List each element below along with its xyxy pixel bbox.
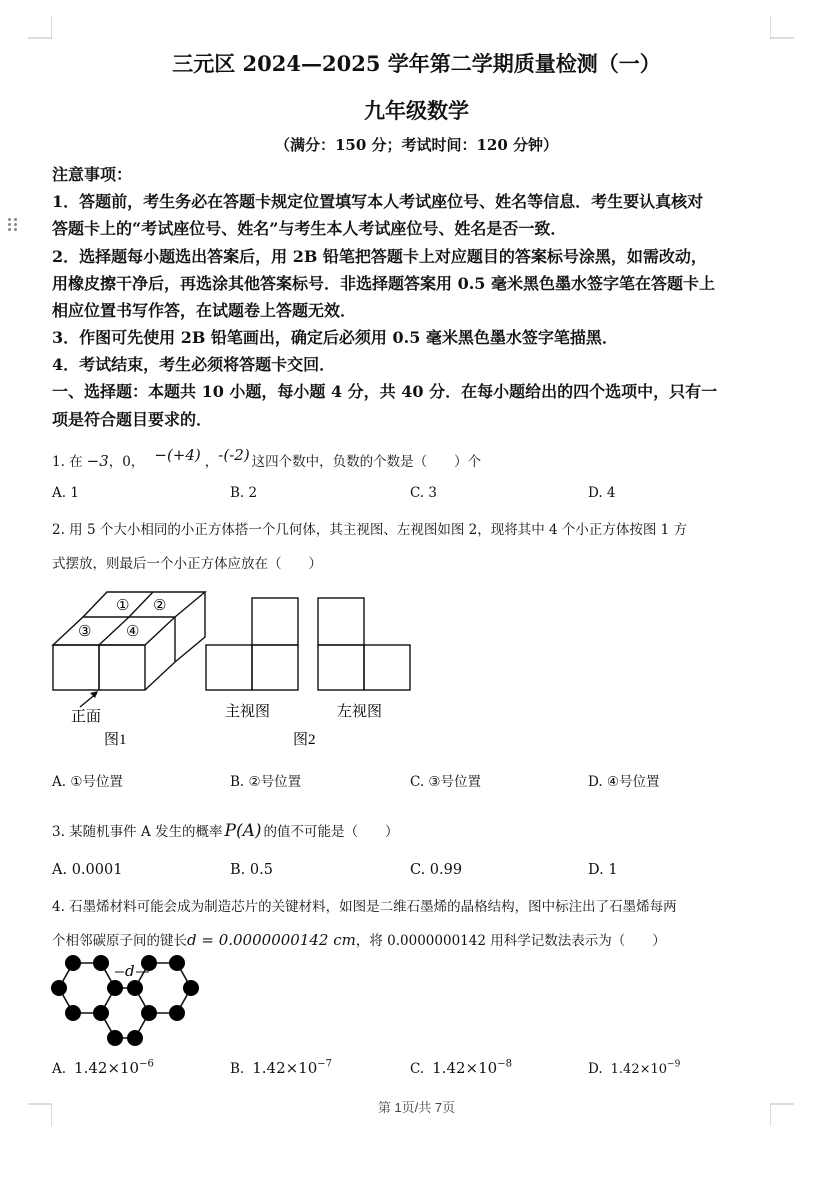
graphene-lattice-figure — [45, 950, 215, 1050]
q3-option-a: A. 0.0001 — [52, 862, 123, 878]
q4-option-c: C. $1.42\times 10^{-8}$ — [410, 1058, 512, 1077]
q4-option-d: D. $1.42\times 10^{-9}$ — [588, 1059, 681, 1077]
carbon-atom — [183, 980, 199, 996]
cube-label-2: ② — [153, 596, 167, 614]
q3-option-c: C. 0.99 — [410, 862, 463, 878]
front-label: 正面 — [71, 709, 102, 725]
carbon-atom — [93, 955, 109, 971]
q2-option-a: A. ①号位置 — [52, 774, 123, 790]
fig2-label: 图2 — [293, 732, 316, 748]
notice-line: 相应位置书写作答，在试题卷上答题无效． — [52, 301, 357, 320]
exam-subject: 九年级数学 — [364, 98, 469, 123]
q2-figure — [40, 585, 420, 750]
carbon-atom — [93, 1005, 109, 1021]
question-2-line: 2. 用 5 个大小相同的小正方体搭一个几何体，其主视图、左视图如图 2，现将其中 4 个小正方体按图 1 方 — [52, 522, 688, 538]
carbon-atom — [141, 1005, 157, 1021]
notice-heading: 注意事项： — [52, 165, 133, 184]
left-view-label: 左视图 — [337, 704, 383, 720]
notice-line: 用橡皮擦干净后，再选涂其他答案标号．非选择题答案用 0.5 毫米黑色墨水签字笔在答题卡上 — [52, 274, 715, 293]
question-3: 3. 某随机事件 A 发生的概率 P(A) 的值不可能是（ ） — [52, 821, 399, 841]
page-number: 第 1页/共 7页 — [377, 1100, 456, 1115]
section-heading: 项是符合题目要求的． — [52, 410, 213, 429]
notice-line: 答题卡上的“考试座位号、姓名”与考生本人考试座位号、姓名是否一致． — [52, 219, 567, 238]
question-4-line: 4. 石墨烯材料可能会成为制造芯片的关键材料，如图是二维石墨烯的晶格结构，图中标注出了石墨烯每两 — [52, 899, 677, 915]
section-heading: 一、选择题：本题共 10 小题，每小题 4 分，共 40 分．在每小题给出的四个选项中，只有一 — [52, 382, 718, 401]
fig1-label: 图1 — [104, 732, 127, 748]
carbon-atom — [107, 1030, 123, 1046]
exam-info: （满分：150 分；考试时间：120 分钟） — [274, 136, 559, 154]
crop-mark-top-left — [28, 16, 52, 40]
notice-line: 4．考试结束，考生必须将答题卡交回． — [52, 355, 336, 374]
bond-length-label: d — [125, 962, 135, 980]
q1-option-b: B. 2 — [230, 485, 258, 501]
notice-line: 3．作图可先使用 2B 铅笔画出，确定后必须用 0.5 毫米黑色墨水签字笔描黑． — [52, 328, 618, 347]
q1-option-a: A. 1 — [52, 485, 79, 501]
question-2-line: 式摆放，则最后一个小正方体应放在（ ） — [52, 556, 322, 572]
carbon-atom — [127, 980, 143, 996]
question-1: 1. 在 −3，0， −(+4) ，-(-2) 这四个数中，负数的个数是（ ）个 — [52, 446, 482, 470]
q2-option-b: B. ②号位置 — [230, 774, 302, 790]
cube-label-1: ① — [116, 596, 130, 614]
main-view-drawing — [206, 598, 298, 690]
q2-option-d: D. ④号位置 — [588, 774, 660, 790]
cube-label-4: ④ — [126, 622, 140, 640]
notice-line: 1．答题前，考生务必在答题卡规定位置填写本人考试座位号、姓名等信息．考生要认真核对 — [52, 192, 704, 211]
cube-front-right — [99, 645, 145, 690]
q1-option-d: D. 4 — [588, 485, 616, 501]
main-view-label: 主视图 — [225, 704, 271, 720]
q4-option-b: B. $1.42\times 10^{-7}$ — [230, 1058, 333, 1077]
carbon-atom — [65, 955, 81, 971]
question-4-line: 个相邻碳原子间的键长d = 0.0000000142 cm，将 0.0000000142 用科学记数法表示为（ ） — [52, 931, 666, 949]
notice-line: 2．选择题每小题选出答案后，用 2B 铅笔把答题卡上对应题目的答案标号涂黑，如需改动， — [52, 247, 707, 266]
q4-option-a: A. $1.42\times 10^{-6}$ — [52, 1058, 154, 1077]
cube-label-3: ③ — [78, 622, 92, 640]
carbon-atom — [107, 980, 123, 996]
carbon-atom — [141, 955, 157, 971]
top-row-back — [83, 592, 205, 617]
carbon-atom — [169, 1005, 185, 1021]
q3-option-d: D. 1 — [588, 862, 618, 878]
carbon-atom — [127, 1030, 143, 1046]
carbon-atom — [65, 1005, 81, 1021]
drag-handle-icon[interactable] — [8, 218, 20, 232]
left-view-drawing — [318, 598, 410, 690]
cube-front-left — [53, 645, 99, 690]
q1-option-c: C. 3 — [410, 485, 438, 501]
q2-option-c: C. ③号位置 — [410, 774, 482, 790]
carbon-atom — [51, 980, 67, 996]
carbon-atom — [169, 955, 185, 971]
crop-mark-top-right — [770, 16, 794, 40]
q3-option-b: B. 0.5 — [230, 862, 273, 878]
exam-title: 三元区 2024—2025 学年第二学期质量检测（一） — [172, 51, 661, 76]
